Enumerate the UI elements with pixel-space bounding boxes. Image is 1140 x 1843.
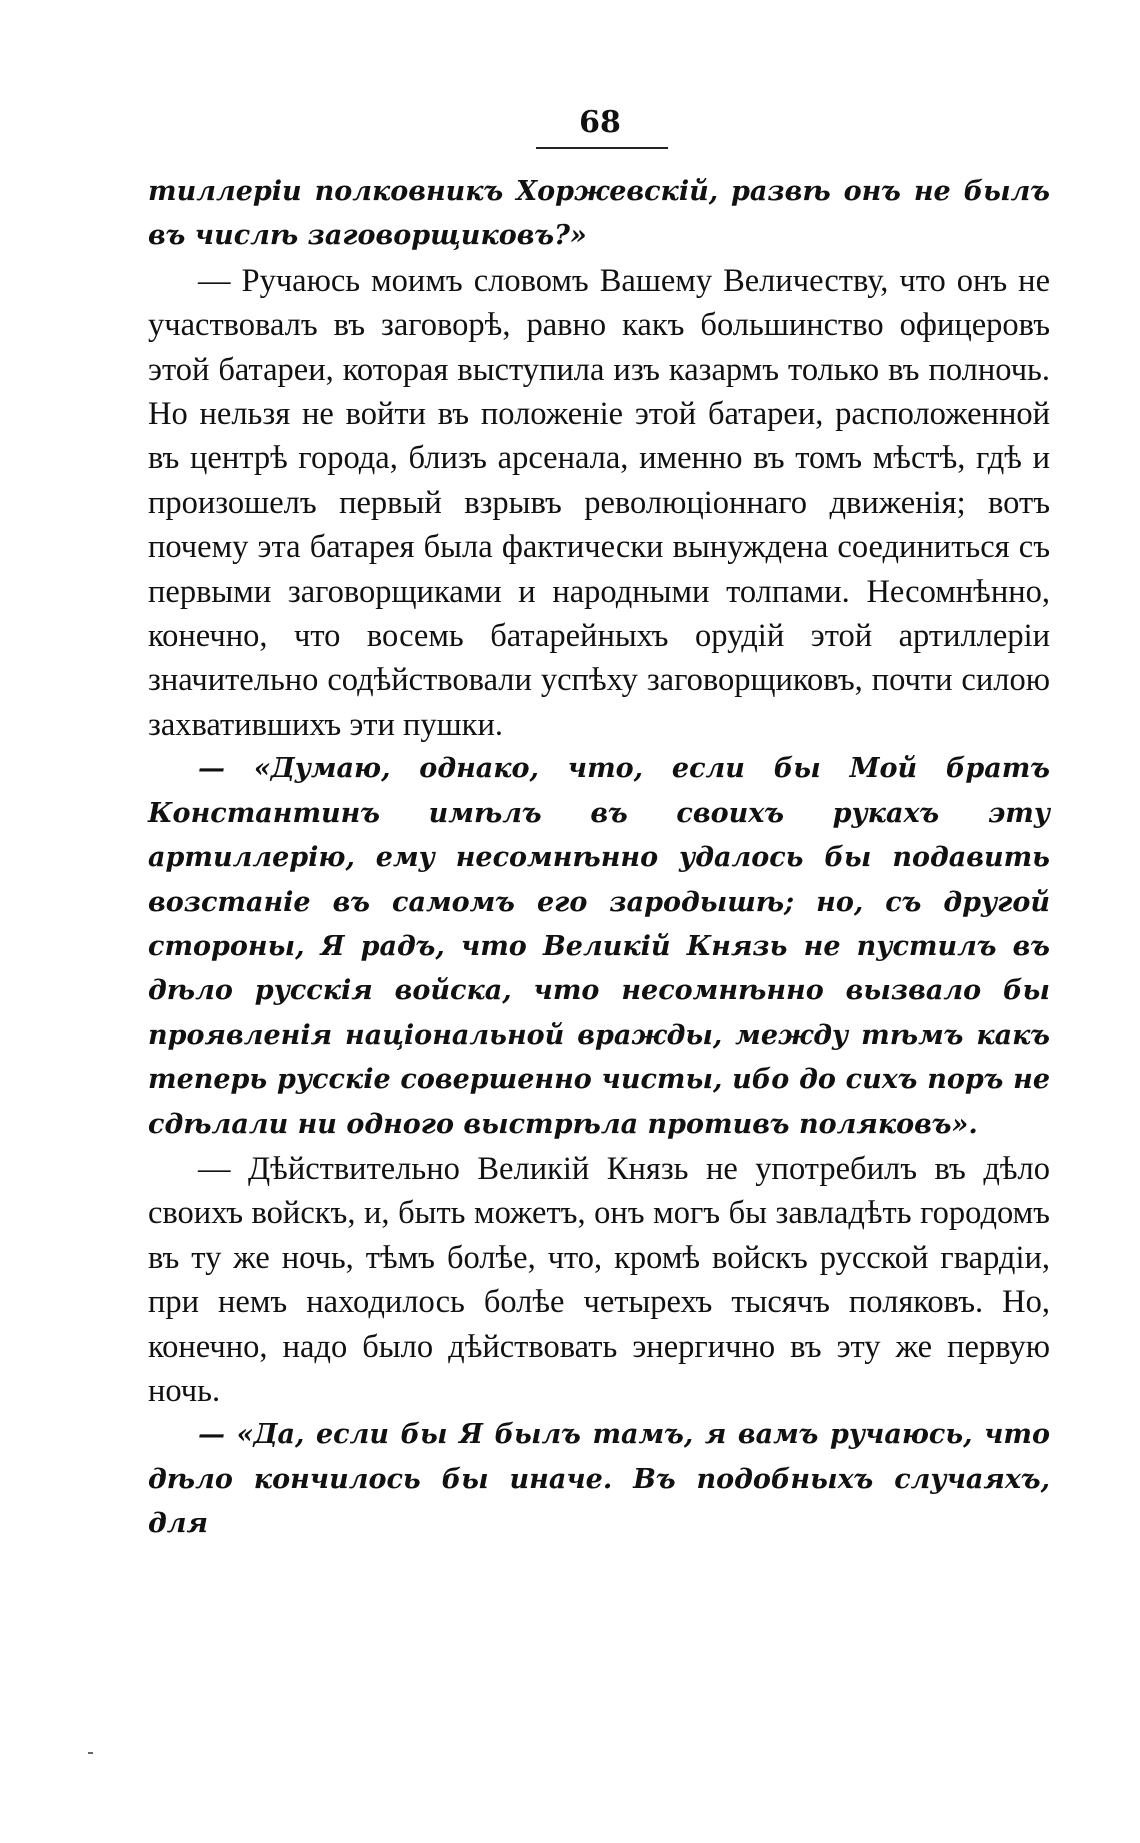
page-body <box>148 170 1050 1547</box>
paragraph-emperor-quote-final: — «Да, если бы Я былъ тамъ, я вамъ ручаюсь, что дѣло кончилось бы иначе. Въ подобныхъ случаяхъ, для <box>148 1419 1050 1540</box>
paragraph-continued-quote: тиллеріи полковникъ Хоржевскій, развѣ онъ не былъ въ числѣ заговорщиковъ?» <box>148 176 1050 252</box>
paragraph-emperor-quote: — «Думаю, однако, что, если бы Мой братъ Константинъ имѣлъ въ своихъ рукахъ эту артиллерію, ему несомнѣнно удалось бы подавить возстаніе въ самомъ его зародышѣ; но, съ другой стороны, Я радъ, что Великій Князь не пустилъ въ дѣло русскія войска, что несомнѣнно вызвало бы проявленія національной вражды, между тѣмъ какъ теперь русскіе совершенно чисты, ибо до сихъ поръ не сдѣлали ни одного выстрѣла противъ поляковъ». <box>148 753 1050 1140</box>
paragraph-reply-grand-duke: — Дѣйствительно Великій Князь не употребилъ въ дѣло своихъ войскъ, и, быть можетъ, онъ могъ бы завладѣть городомъ въ ту же ночь, тѣмъ болѣе, что, кромѣ войскъ русской гвардіи, при немъ находилось болѣе четырехъ тысячъ поляковъ. Но, конечно, надо было дѣйствовать энергично въ эту же первую ночь. <box>148 1150 1050 1409</box>
header-rule <box>536 147 668 149</box>
page-number: 68 <box>579 105 621 140</box>
paragraph-reply: — Ручаюсь моимъ словомъ Вашему Величеству, что онъ не участвовалъ въ заговорѣ, равно какъ большинство офицеровъ этой батареи, которая выступила изъ казармъ только въ полночь. Но нельзя не войти въ положеніе этой батареи, расположенной въ центрѣ города, близъ арсенала, именно въ томъ мѣстѣ, гдѣ и произошелъ первый взрывъ революціоннаго движенія; вотъ почему эта батарея была фактически вынуждена соединиться съ первыми заговорщиками и народными толпами. Несомнѣнно, конечно, что восемь батарейныхъ орудій этой артиллеріи значительно содѣйствовали успѣху заговорщиковъ, почти силою захватившихъ эти пушки. <box>148 262 1050 743</box>
page-header <box>0 106 1140 140</box>
scan-speck <box>88 1752 93 1754</box>
